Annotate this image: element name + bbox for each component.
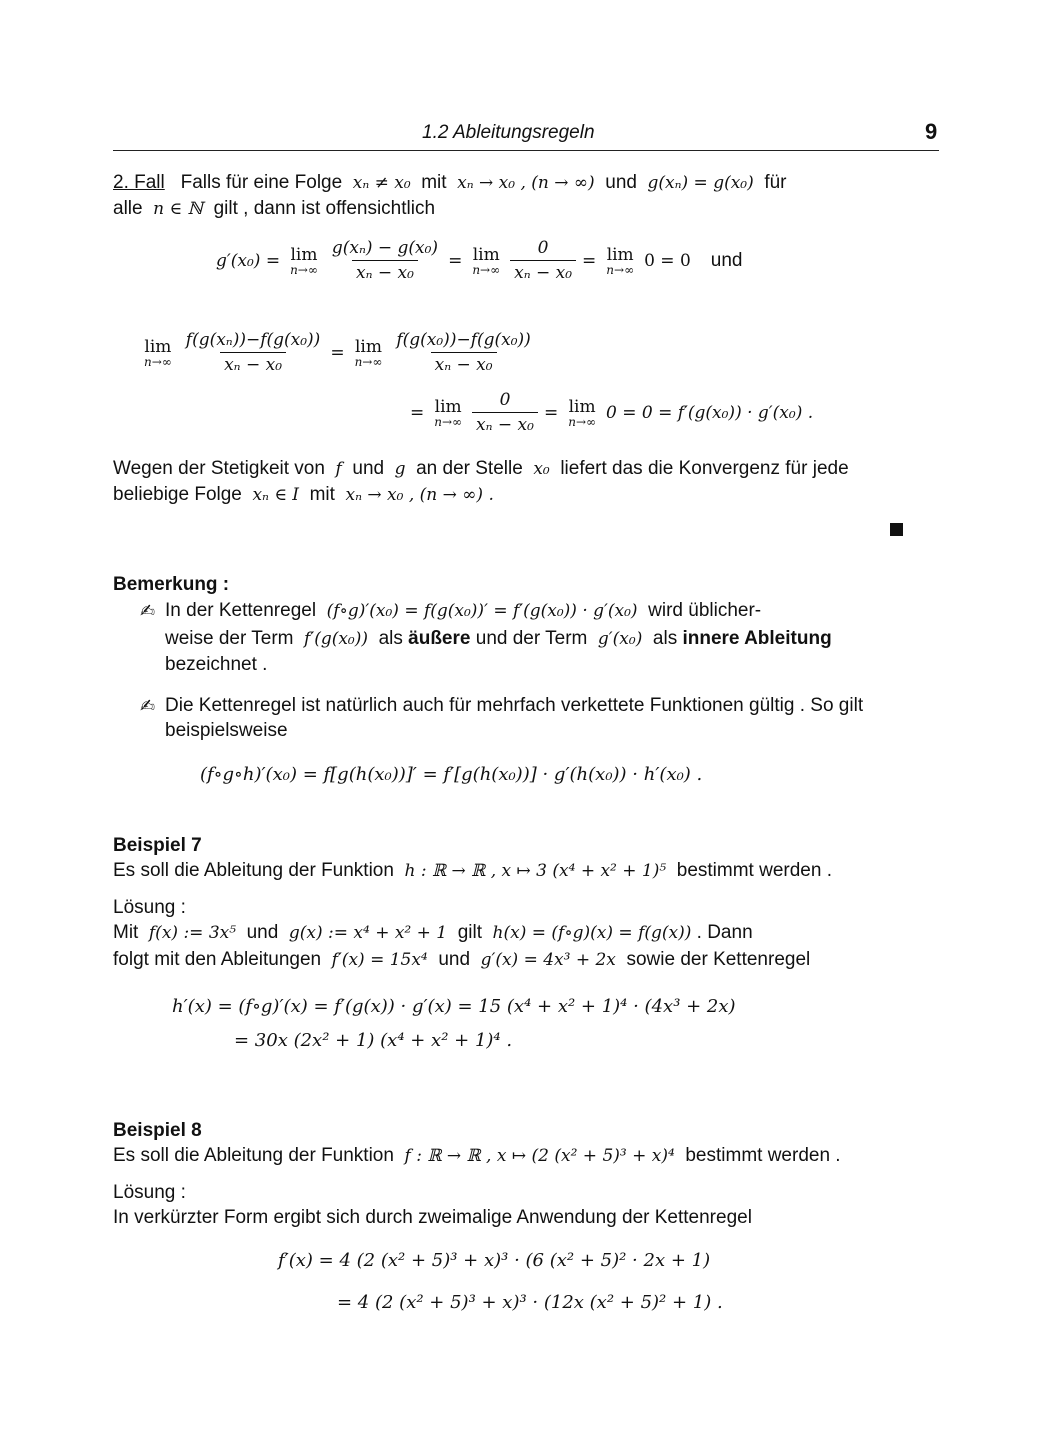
frac-num: f(g(xₙ))−f(g(x₀)) bbox=[185, 330, 321, 350]
wegen-mit: mit bbox=[309, 484, 335, 505]
page-number: 9 bbox=[925, 119, 938, 144]
beispiel8-equation-line1: f′(x) = 4 (2 (x² + 5)³ + x)³ · (6 (x² + 5)² · 2x + 1) bbox=[278, 1250, 711, 1271]
item1-formula-inner: g′(x₀) bbox=[597, 629, 643, 649]
beispiel7-line1 bbox=[113, 920, 753, 946]
eq1-lhs: g′(x₀) = bbox=[216, 250, 281, 271]
beispiel7-loesung: Lösung : bbox=[113, 897, 186, 918]
beispiel8-text: Es soll die Ableitung der Funktion bbox=[113, 1145, 394, 1166]
case2-cond3: g(xₙ) = g(x₀) bbox=[647, 173, 754, 193]
equals: = bbox=[543, 402, 559, 423]
frac-den: xₙ − x₀ bbox=[431, 352, 497, 375]
equation-1 bbox=[216, 238, 742, 283]
b7-text: und bbox=[438, 949, 471, 970]
equals: = bbox=[330, 342, 345, 363]
bemerkung-title: Bemerkung : bbox=[113, 574, 230, 595]
b7-fprime: f′(x) = 15x⁴ bbox=[331, 950, 428, 970]
wegen-folge: beliebige Folge bbox=[113, 484, 242, 505]
frac-num: 0 bbox=[499, 390, 511, 410]
eq2-lim-1 bbox=[144, 337, 172, 369]
wegen-x0: x₀ bbox=[533, 459, 550, 479]
item1-text: weise der Term bbox=[165, 628, 294, 649]
item1-bold-inner: innere Ableitung bbox=[682, 628, 832, 649]
frac-num: 0 bbox=[537, 238, 549, 258]
beispiel8-statement bbox=[113, 1143, 841, 1169]
case2-und: und bbox=[605, 172, 637, 193]
b7-gprime: g′(x) = 4x³ + 2x bbox=[480, 950, 616, 970]
wegen-stelle: an der Stelle bbox=[416, 458, 523, 479]
eq1-lim-2 bbox=[472, 245, 500, 277]
beispiel8-title: Beispiel 8 bbox=[113, 1120, 202, 1141]
case2-cond2: xₙ → x₀ , (n → ∞) bbox=[457, 173, 595, 193]
frac-num: f(g(x₀))−f(g(x₀)) bbox=[396, 330, 531, 350]
pencil-icon: ✍ bbox=[140, 601, 156, 622]
wegen-limit: xₙ → x₀ , (n → ∞) . bbox=[345, 485, 494, 505]
beispiel7-text: bestimmt werden . bbox=[676, 860, 832, 881]
lim-word: lim bbox=[144, 336, 172, 357]
equals: = bbox=[410, 402, 425, 423]
lim-word: lim bbox=[568, 396, 596, 417]
eq2-frac-2 bbox=[392, 330, 534, 375]
wegen-f: f bbox=[335, 459, 342, 479]
case2-n-in-N: n ∈ ℕ bbox=[153, 199, 204, 219]
lim-sub: n→∞ bbox=[354, 354, 383, 369]
lim-sub: n→∞ bbox=[568, 414, 596, 429]
beispiel8-loesung: Lösung : bbox=[113, 1182, 186, 1203]
case2-alle: alle bbox=[113, 198, 143, 219]
beispiel8-line: In verkürzter Form ergibt sich durch zweimalige Anwendung der Kettenregel bbox=[113, 1207, 752, 1228]
item1-formula-outer: f′(g(x₀)) bbox=[304, 629, 369, 649]
case2-line1 bbox=[113, 170, 787, 196]
eq1-frac-1 bbox=[328, 238, 442, 283]
frac-den: xₙ − x₀ bbox=[472, 412, 538, 435]
eq2-lim-3 bbox=[434, 397, 462, 429]
case2-mit: mit bbox=[421, 172, 447, 193]
b7-f-def: f(x) := 3x⁵ bbox=[148, 923, 237, 943]
lim-word: lim bbox=[472, 244, 500, 265]
item1-text: und der Term bbox=[475, 628, 588, 649]
eq1-und: und bbox=[710, 249, 743, 271]
wegen-g: g bbox=[394, 459, 406, 479]
wegen-rest: liefert das die Konvergenz für jede bbox=[560, 458, 849, 479]
frac-den: xₙ − x₀ bbox=[352, 260, 418, 283]
wegen-und: und bbox=[352, 458, 385, 479]
wegen-xn-in-I: xₙ ∈ I bbox=[252, 485, 300, 505]
lim-word: lim bbox=[354, 336, 382, 357]
bemerkung-item1-line2 bbox=[165, 626, 832, 652]
b7-h-def: h(x) = (f∘g)(x) = f(g(x)) bbox=[492, 923, 692, 943]
beispiel8-equation-line2: = 4 (2 (x² + 5)³ + x)³ · (12x (x² + 5)² + 1) . bbox=[337, 1292, 723, 1313]
beispiel7-equation-line1: h′(x) = (f∘g)′(x) = f′(g(x)) · g′(x) = 15 (x⁴ + x² + 1)⁴ · (4x³ + 2x) bbox=[172, 996, 736, 1017]
beispiel7-statement bbox=[113, 858, 832, 884]
running-header-title: 1.2 Ableitungsregeln bbox=[422, 122, 595, 143]
lim-word: lim bbox=[290, 244, 318, 265]
frac-den: xₙ − x₀ bbox=[220, 352, 286, 375]
bemerkung-item1-line3: bezeichnet . bbox=[165, 654, 268, 675]
beispiel7-equation-line2: = 30x (2x² + 1) (x⁴ + x² + 1)⁴ . bbox=[234, 1030, 513, 1051]
b7-text: gilt bbox=[457, 922, 482, 943]
beispiel8-function: f : ℝ → ℝ , x ↦ (2 (x² + 5)³ + x)⁴ bbox=[404, 1146, 675, 1166]
frac-den: xₙ − x₀ bbox=[510, 260, 576, 283]
eq1-lim-1 bbox=[290, 245, 318, 277]
equals: = bbox=[582, 250, 597, 271]
b7-g-def: g(x) := x⁴ + x² + 1 bbox=[288, 923, 448, 943]
eq2-lim-4 bbox=[568, 397, 596, 429]
lim-word: lim bbox=[606, 244, 634, 265]
bemerkung-item2-equation: (f∘g∘h)′(x₀) = f[g(h(x₀))]′ = f′[g(h(x₀))] · g′(h(x₀)) · h′(x₀) . bbox=[200, 764, 703, 785]
case2-fuer: für bbox=[764, 172, 787, 193]
item1-formula: (f∘g)′(x₀) = f(g(x₀))′ = f′(g(x₀)) · g′(x₀) bbox=[326, 601, 638, 621]
lim-sub: n→∞ bbox=[144, 354, 172, 369]
lim-sub: n→∞ bbox=[472, 262, 501, 277]
equation-2-line-2 bbox=[410, 390, 813, 435]
eq1-frac-2 bbox=[510, 238, 576, 283]
item1-text: als bbox=[378, 628, 403, 649]
item1-text: In der Kettenregel bbox=[165, 600, 317, 621]
beispiel7-text: Es soll die Ableitung der Funktion bbox=[113, 860, 394, 881]
lim-word: lim bbox=[434, 396, 462, 417]
case2-cond1: xₙ ≠ x₀ bbox=[352, 173, 411, 193]
bemerkung-item2-line2: beispielsweise bbox=[165, 720, 288, 741]
eq2-tail: 0 = 0 = f′(g(x₀)) · g′(x₀) . bbox=[606, 402, 814, 423]
frac-num: g(xₙ) − g(x₀) bbox=[331, 238, 439, 258]
item1-text: wird üblicher- bbox=[648, 600, 762, 621]
equals: = bbox=[448, 250, 463, 271]
b7-text: folgt mit den Ableitungen bbox=[113, 949, 322, 970]
bemerkung-item2-line1: Die Kettenregel ist natürlich auch für mehrfach verkettete Funktionen gültig . So gilt bbox=[165, 695, 864, 716]
eq1-lim-3 bbox=[606, 245, 634, 277]
lim-sub: n→∞ bbox=[290, 262, 318, 277]
item1-bold-outer: äußere bbox=[408, 628, 471, 649]
header-rule bbox=[113, 150, 939, 151]
b7-text: Mit bbox=[113, 922, 139, 943]
wegen-text: Wegen der Stetigkeit von bbox=[113, 458, 325, 479]
eq2-frac-3 bbox=[472, 390, 538, 435]
lim-sub: n→∞ bbox=[606, 262, 635, 277]
beispiel7-title: Beispiel 7 bbox=[113, 835, 202, 856]
equation-2-line-1 bbox=[140, 330, 535, 375]
case2-text: Falls für eine Folge bbox=[180, 172, 343, 193]
qed-square-icon bbox=[890, 523, 903, 536]
b7-text: . Dann bbox=[696, 922, 753, 943]
beispiel8-text: bestimmt werden . bbox=[685, 1145, 841, 1166]
item1-text: als bbox=[652, 628, 678, 649]
eq1-tail: 0 = 0 bbox=[644, 250, 691, 271]
eq2-lim-2 bbox=[355, 337, 383, 369]
b7-text: und bbox=[246, 922, 279, 943]
case-label: 2. Fall bbox=[113, 172, 165, 193]
b7-text: sowie der Kettenregel bbox=[626, 949, 811, 970]
case2-line2 bbox=[113, 196, 435, 222]
wegen-line2 bbox=[113, 482, 494, 508]
beispiel7-line2 bbox=[113, 947, 810, 973]
bemerkung-item1-line1 bbox=[165, 598, 761, 624]
lim-sub: n→∞ bbox=[434, 414, 463, 429]
wegen-line1 bbox=[113, 456, 849, 482]
case2-gilt: gilt , dann ist offensichtlich bbox=[213, 198, 436, 219]
pencil-icon: ✍ bbox=[140, 696, 156, 717]
beispiel7-function: h : ℝ → ℝ , x ↦ 3 (x⁴ + x² + 1)⁵ bbox=[404, 861, 667, 881]
eq2-frac-1 bbox=[182, 330, 325, 375]
